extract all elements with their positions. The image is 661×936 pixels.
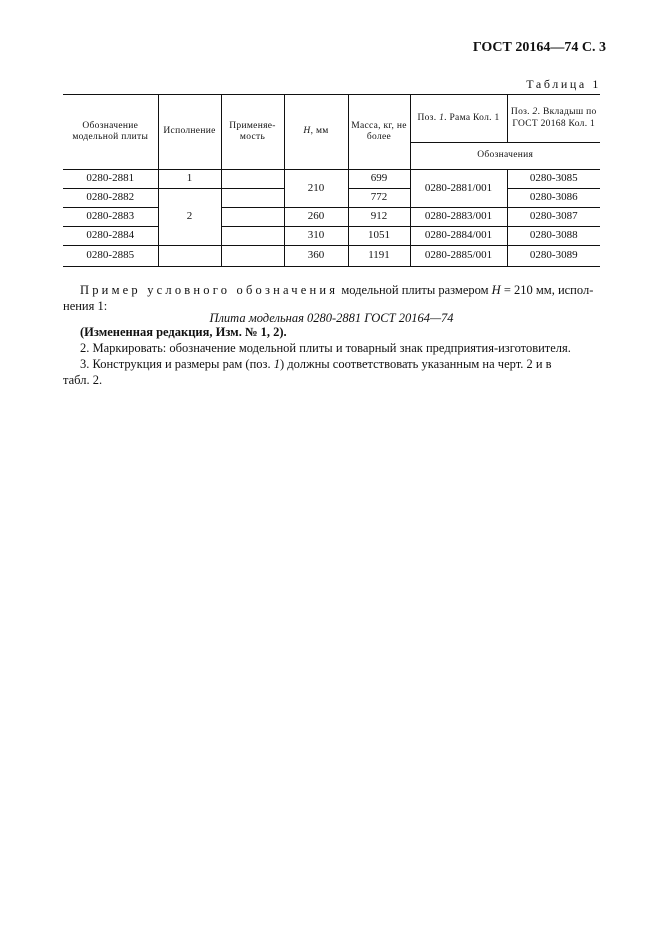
page-header: ГОСТ 20164—74 С. 3 — [472, 40, 606, 55]
example-rest-b: = 210 мм, испол- — [500, 283, 594, 297]
example-h-symbol: H — [491, 283, 501, 297]
item-3-num: 1 — [273, 357, 280, 371]
header-pos1-suffix: . Рама Кол. 1 — [444, 112, 500, 123]
cell-h: 210 — [284, 170, 348, 208]
cell-pos1: 0280-2881/001 — [410, 170, 507, 208]
item-3-line-2: табл. 2. — [63, 373, 103, 387]
cell-designation: 0280-2885 — [63, 246, 158, 267]
example-line-2: нения 1: — [63, 299, 108, 313]
header-mass: Масса, кг, не более — [348, 95, 410, 170]
cell-pos1: 0280-2884/001 — [410, 227, 507, 246]
table-row — [63, 170, 600, 189]
item-2: 2. Маркировать: обозначение модельной плиты и товарный знак предприятия-изготовителя. — [80, 341, 571, 355]
cell-mass: 912 — [348, 208, 410, 227]
item-3-part-b: ) должны соответствовать указанным на черт. 2 и в — [279, 357, 552, 371]
table-caption: Таблица 1 — [526, 77, 601, 91]
cell-h: 360 — [284, 246, 348, 267]
cell-pos2: 0280-3087 — [507, 208, 600, 227]
cell-pos1: 0280-2883/001 — [410, 208, 507, 227]
example-spaced-text: Пример условного обозначения — [80, 283, 339, 297]
header-version: Исполнение — [158, 95, 221, 170]
header-h-unit: , мм — [310, 126, 329, 137]
cell-applicability — [221, 189, 284, 208]
cell-designation: 0280-2883 — [63, 208, 158, 227]
cell-mass: 1051 — [348, 227, 410, 246]
table-row — [63, 227, 600, 246]
cell-h: 310 — [284, 227, 348, 246]
item-3-part-a: 3. Конструкция и размеры рам (поз. — [80, 357, 274, 371]
cell-pos1: 0280-2885/001 — [410, 246, 507, 267]
header-pos2 — [507, 95, 600, 143]
header-h — [284, 95, 348, 170]
header-pos2-prefix: Поз. — [510, 107, 533, 118]
cell-applicability — [221, 170, 284, 189]
cell-mass: 1191 — [348, 246, 410, 267]
cell-pos2: 0280-3088 — [507, 227, 600, 246]
header-pos1-num: 1 — [439, 112, 445, 123]
header-pos2-num: 2 — [532, 107, 538, 118]
header-designations: Обозначения — [410, 143, 600, 170]
header-h-symbol: H — [303, 126, 311, 137]
table-row — [63, 208, 600, 227]
example-rest-a: модельной плиты размером — [338, 283, 492, 297]
example-line-1 — [80, 282, 600, 298]
item-3-line-1 — [80, 356, 600, 372]
cell-mass: 772 — [348, 189, 410, 208]
cell-h: 260 — [284, 208, 348, 227]
header-pos1 — [410, 95, 507, 143]
revised-note: (Измененная редакция, Изм. № 1, 2). — [80, 325, 287, 339]
header-pos1-prefix: Поз. — [417, 112, 440, 123]
example-formula: Плита модельная 0280-2881 ГОСТ 20164—74 — [209, 311, 454, 325]
cell-version: 2 — [158, 189, 221, 246]
table-row — [63, 246, 600, 267]
header-designation: Обозначение модельной плиты — [63, 95, 158, 170]
cell-pos2: 0280-3085 — [507, 170, 600, 189]
cell-mass: 699 — [348, 170, 410, 189]
cell-applicability — [221, 246, 284, 267]
header-pos2-suffix: . Вкладыш по ГОСТ 20168 Кол. 1 — [512, 107, 597, 129]
cell-applicability — [221, 227, 284, 246]
cell-pos2: 0280-3089 — [507, 246, 600, 267]
spec-table — [63, 94, 600, 267]
cell-designation: 0280-2881 — [63, 170, 158, 189]
cell-applicability — [221, 208, 284, 227]
header-applicability: Применяе-мость — [221, 95, 284, 170]
cell-pos2: 0280-3086 — [507, 189, 600, 208]
cell-designation: 0280-2884 — [63, 227, 158, 246]
cell-version: 1 — [158, 170, 221, 189]
cell-version — [158, 246, 221, 267]
cell-designation: 0280-2882 — [63, 189, 158, 208]
